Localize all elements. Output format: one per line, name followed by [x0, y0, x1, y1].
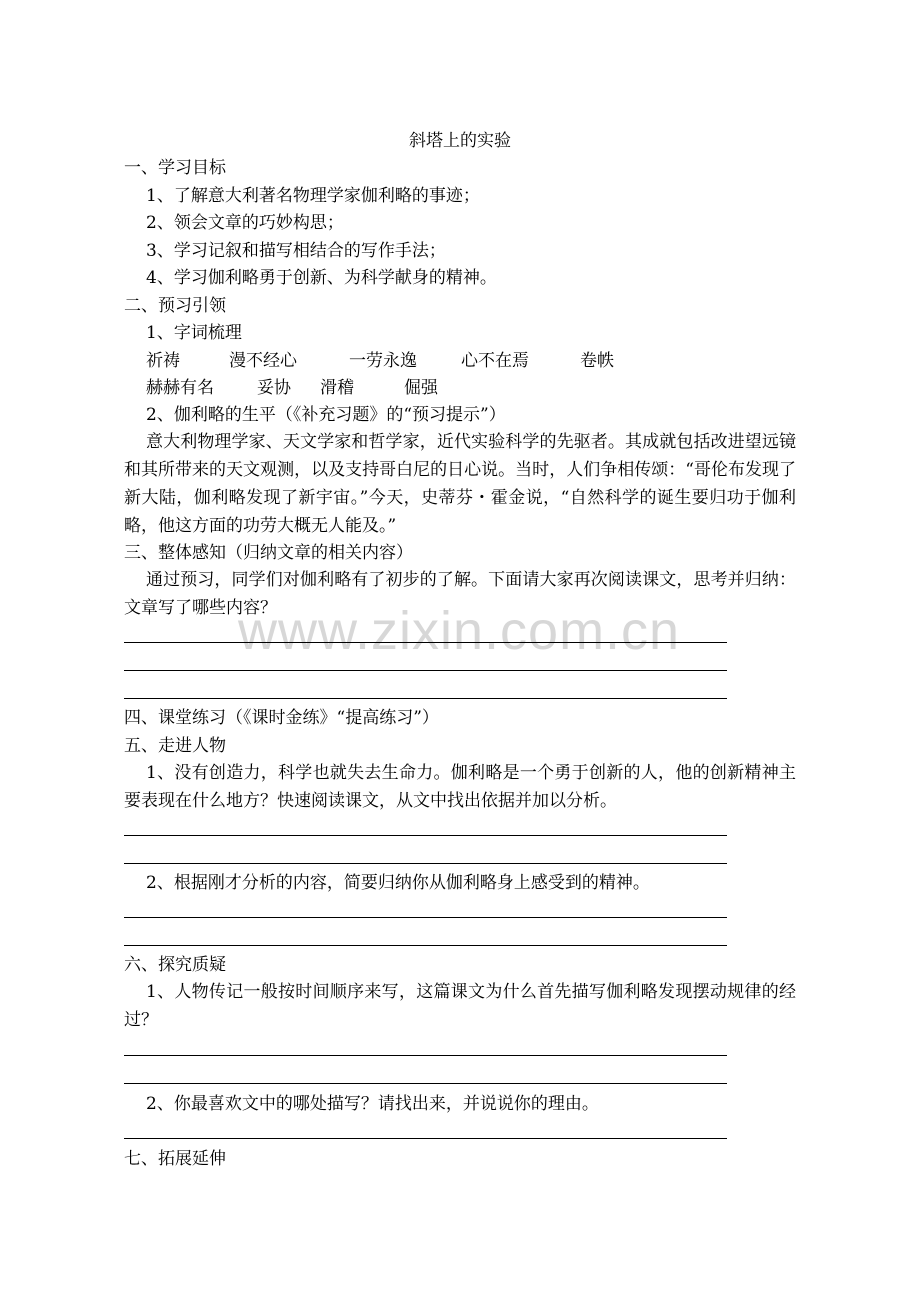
answer-line[interactable] [124, 698, 727, 699]
vocab-word: 心不在焉 [461, 351, 529, 371]
section-1-heading: 一、学习目标 [124, 158, 226, 178]
goal-item-1: 1、了解意大利著名物理学家伽利略的事迹； [146, 186, 480, 206]
answer-line[interactable] [124, 917, 727, 918]
section-6-question-1: 1、人物传记一般按时间顺序来写，这篇课文为什么首先描写伽利略发现摆动规律的经过？ [124, 982, 796, 1030]
answer-line[interactable] [124, 670, 727, 671]
biography-subheading: 2、伽利略的生平（《补充习题》的“预习提示”） [146, 405, 506, 425]
vocab-word: 祈祷 [146, 351, 180, 371]
goal-item-4: 4、学习伽利略勇于创新、为科学献身的精神。 [146, 268, 497, 288]
answer-line[interactable] [124, 1138, 727, 1139]
answer-line[interactable] [124, 945, 727, 946]
answer-line[interactable] [124, 863, 727, 864]
section-6-question-2: 2、你最喜欢文中的哪处描写？请找出来，并说说你的理由。 [146, 1094, 599, 1114]
section-7-heading: 七、拓展延伸 [124, 1149, 226, 1169]
section-5-question-1: 1、没有创造力，科学也就失去生命力。伽利略是一个勇于创新的人，他的创新精神主要表现在什么地方？快速阅读课文，从文中找出依据并加以分析。 [124, 763, 796, 811]
vocab-word: 赫赫有名 [146, 378, 214, 398]
biography-paragraph: 意大利物理学家、天文学家和哲学家，近代实验科学的先驱者。其成就包括改进望远镜和其所带来的天文观测，以及支持哥白尼的日心说。当时，人们争相传颂：“哥伦布发现了新大陆，伽利略发现了新宇宙。”今天，史蒂芬・霍金说，“自然科学的诞生要归功于伽利略，他这方面的功劳大概无人能及。” [124, 432, 796, 536]
vocab-word: 倔强 [404, 378, 438, 398]
section-6-heading: 六、探究质疑 [124, 955, 226, 975]
watermark: www.zixin.com.cn [238, 601, 681, 661]
document-title: 斜塔上的实验 [409, 131, 511, 151]
goal-item-2: 2、领会文章的巧妙构思； [146, 213, 344, 233]
section-3-heading: 三、整体感知（归纳文章的相关内容） [124, 543, 413, 563]
answer-line[interactable] [124, 1055, 727, 1056]
vocab-subheading: 1、字词梳理 [146, 323, 242, 343]
section-2-heading: 二、预习引领 [124, 296, 226, 316]
goal-item-3: 3、学习记叙和描写相结合的写作手法； [146, 241, 446, 261]
answer-line[interactable] [124, 642, 727, 643]
vocab-word: 漫不经心 [229, 351, 297, 371]
answer-line[interactable] [124, 1083, 727, 1084]
section-4-heading: 四、课堂练习（《课时金练》“提高练习”） [124, 708, 439, 728]
vocab-word: 滑稽 [320, 378, 354, 398]
section-3-instruction: 通过预习，同学们对伽利略有了初步的了解。下面请大家再次阅读课文，思考并归纳：文章写了哪些内容？ [124, 570, 796, 618]
section-5-heading: 五、走进人物 [124, 736, 226, 756]
vocab-word: 妥协 [257, 378, 291, 398]
answer-line[interactable] [124, 835, 727, 836]
section-5-question-2: 2、根据刚才分析的内容，简要归纳你从伽利略身上感受到的精神。 [146, 873, 650, 893]
vocab-word: 卷帙 [580, 351, 614, 371]
vocab-word: 一劳永逸 [349, 351, 417, 371]
